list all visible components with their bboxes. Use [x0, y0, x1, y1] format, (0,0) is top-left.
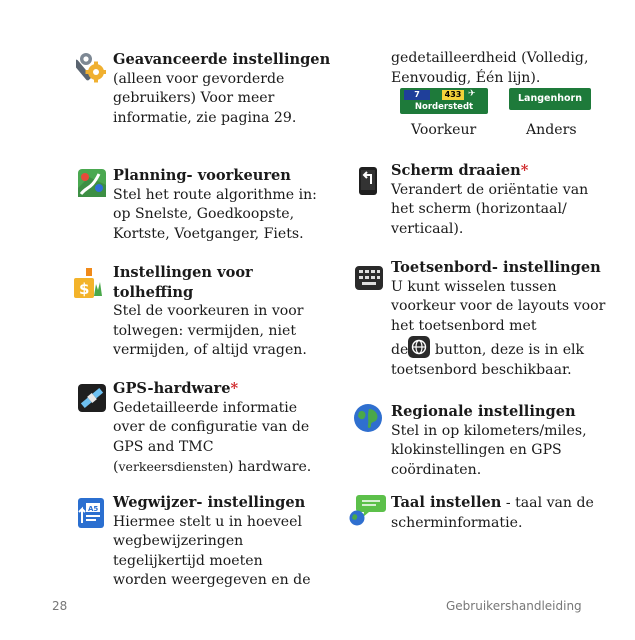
- sign-plane-icon: ✈: [468, 89, 476, 99]
- gps-asterisk: *: [230, 380, 239, 397]
- route-planning-icon: [77, 168, 107, 198]
- keyboard-body: U kunt wisselen tussen voorkeur voor de layouts voor het toetsenbord met de button, deze is in elk toetsenbord beschikbaar.: [391, 278, 606, 378]
- regional-body: Stel in op kilometers/miles, klokinstellingen en GPS coördinaten.: [391, 422, 587, 478]
- sign-example-preferred: [400, 88, 488, 114]
- sign-example-other: [509, 88, 591, 110]
- advanced-settings-title: Geavanceerde instellingen: [113, 51, 331, 68]
- planning-body: Stel het route algorithme in: op Snelste, Goedkoopste, Kortste, Voetganger, Fiets.: [113, 186, 317, 242]
- advanced-settings-entry: [113, 50, 333, 128]
- signpost-entry: [113, 493, 318, 591]
- advanced-settings-body: (alleen voor gevorderde gebruikers) Voor meer informatie, zie pagina 29.: [113, 70, 297, 126]
- sign-place-preferred: Norderstedt: [414, 102, 474, 112]
- gps-body: Gedetailleerde informatie over de configuratie van de GPS and TMC (verkeersdiensten) hardware.: [113, 399, 312, 475]
- keyboard-entry: [391, 258, 606, 380]
- toll-icon: [74, 266, 104, 296]
- gps-title: GPS-hardware*: [113, 380, 239, 397]
- rotate-screen-icon: [358, 166, 388, 196]
- language-bubble-icon: [349, 493, 387, 527]
- regional-entry: [391, 402, 601, 480]
- signpost-title: Wegwijzer- instellingen: [113, 494, 306, 511]
- signpost-icon: [76, 497, 106, 527]
- rotate-title: Scherm draaien*: [391, 162, 529, 179]
- gps-entry: [113, 379, 318, 478]
- globe-icon: [353, 403, 383, 433]
- language-text: Taal instellen - taal van de scherminformatie.: [391, 494, 594, 531]
- caption-other: Anders: [526, 122, 577, 138]
- wrench-gear-icon: [76, 52, 106, 82]
- keyboard-title: Toetsenbord- instellingen: [391, 259, 601, 276]
- rotate-asterisk: *: [520, 162, 529, 179]
- svg-text:A5: A5: [88, 505, 99, 513]
- globe-button-icon: [408, 336, 430, 358]
- rotate-entry: [391, 161, 601, 239]
- regional-title: Regionale instellingen: [391, 403, 576, 420]
- toll-body: Stel de voorkeuren in voor tolwegen: vermijden, niet vermijden, of altijd vragen.: [113, 303, 307, 358]
- gps-satellite-icon: [77, 383, 107, 413]
- toll-title: Instellingen voor tolheffing: [113, 264, 253, 301]
- page-number: 28: [52, 599, 68, 613]
- gps-body-small: verkeersdiensten: [118, 459, 229, 474]
- sign-place-other: Langenhorn: [518, 93, 582, 104]
- planning-entry: [113, 166, 328, 244]
- toll-entry: [113, 263, 318, 361]
- svg-text:$: $: [79, 280, 90, 298]
- caption-preferred: Voorkeur: [411, 122, 477, 138]
- signpost-body: Hiermee stelt u in hoeveel wegbewijzeringen tegelijkertijd moeten worden weergegeven en de: [113, 513, 311, 588]
- language-entry: [391, 493, 601, 533]
- sign-road-number: 7: [404, 90, 430, 100]
- signpost-continued: [391, 49, 606, 88]
- signpost-continued-text: gedetailleerdheid (Volledig, Eenvoudig, Één lijn).: [391, 50, 589, 86]
- rotate-body: Verandert de oriëntatie van het scherm (horizontaal/ verticaal).: [391, 181, 589, 237]
- sign-exit-number: 433: [442, 90, 464, 100]
- language-title: Taal instellen: [391, 494, 502, 511]
- planning-title: Planning- voorkeuren: [113, 167, 291, 184]
- manual-title: Gebruikershandleiding: [446, 599, 582, 613]
- keyboard-icon: [354, 264, 384, 294]
